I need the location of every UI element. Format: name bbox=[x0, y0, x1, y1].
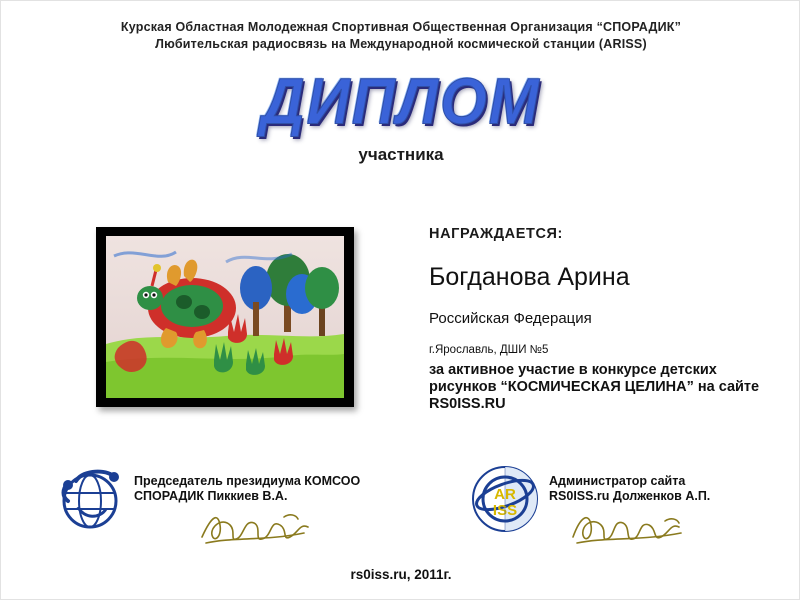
signature-right-line2: RS0ISS.ru Долженков А.П. bbox=[549, 489, 711, 503]
organization-header-line2: Любительская радиосвязь на Международной космической станции (ARISS) bbox=[155, 37, 647, 51]
handwritten-signature-right bbox=[569, 509, 689, 553]
handwritten-signature-left bbox=[196, 507, 316, 551]
ariss-logo bbox=[469, 463, 541, 535]
signature-right-line1: Администратор сайта bbox=[549, 474, 686, 488]
footer-text: rs0iss.ru, 2011г. bbox=[350, 567, 452, 582]
childrens-drawing-space-turtle bbox=[106, 236, 344, 398]
signature-left-line2: СПОРАДИК Пиккиев В.А. bbox=[134, 489, 288, 503]
award-reason: за активное участие в конкурсе детских рисунков “КОСМИЧЕСКАЯ ЦЕЛИНА” на сайте RS0ISS.RU bbox=[429, 362, 760, 412]
artwork-illustration bbox=[106, 236, 344, 398]
page-subtitle: участника bbox=[358, 145, 444, 164]
organization-header bbox=[1, 19, 800, 53]
award-label: НАГРАЖДАЕТСЯ: bbox=[429, 226, 563, 242]
svg-text:ISS: ISS bbox=[492, 502, 518, 519]
svg-text:AR: AR bbox=[494, 486, 516, 503]
recipient-name: Богданова Арина bbox=[429, 263, 630, 291]
recipient-city: г.Ярославль, ДШИ №5 bbox=[429, 344, 549, 356]
signature-right-text bbox=[549, 474, 710, 504]
artwork-frame bbox=[96, 227, 354, 407]
signature-left-text bbox=[134, 474, 360, 504]
signature-left-line1: Председатель президиума КОМСОО bbox=[134, 474, 361, 488]
page-title: ДИПЛОМ bbox=[261, 65, 541, 138]
komsoo-globe-logo bbox=[56, 463, 128, 535]
organization-header-line1: Курская Областная Молодежная Спортивная Общественная Организация “СПОРАДИК” bbox=[120, 20, 682, 34]
recipient-country: Российская Федерация bbox=[429, 310, 592, 327]
